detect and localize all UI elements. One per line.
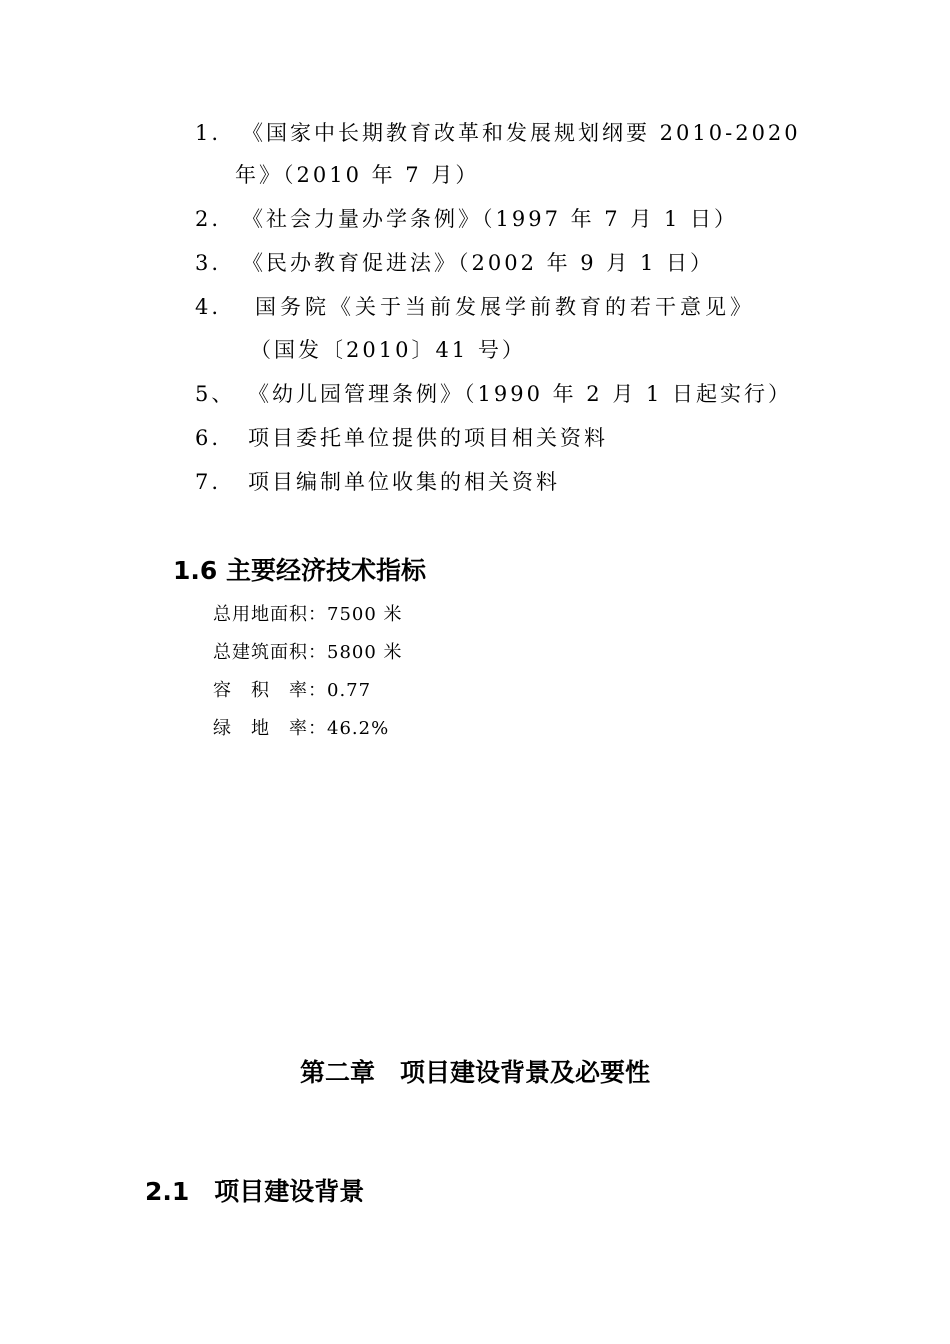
- list-item-text: 《幼儿园管理条例》（1990 年 2 月 1 日起实行）: [248, 382, 793, 406]
- list-item-text: 国务院《关于当前发展学前教育的若干意见》: [255, 295, 755, 319]
- list-item-number: 3.: [195, 251, 222, 275]
- chapter-title: 第二章 项目建设背景及必要性: [299, 1058, 650, 1087]
- indicator-green-ratio: 绿 地 率：46.2%: [213, 718, 390, 739]
- list-item-text-continued: （国发〔2010〕41 号）: [250, 338, 526, 362]
- indicator-plot-ratio: 容 积 率：0.77: [213, 680, 372, 701]
- list-item-text: 项目编制单位收集的相关资料: [248, 470, 560, 494]
- list-item-number: 7.: [195, 470, 222, 494]
- indicator-total-building-area: 总建筑面积：5800 米: [213, 642, 403, 663]
- list-item-text: 项目委托单位提供的项目相关资料: [248, 426, 608, 450]
- list-item-number: 6.: [195, 426, 222, 450]
- list-item-text: 《社会力量办学条例》（1997 年 7 月 1 日）: [242, 207, 739, 231]
- list-item-text: 《国家中长期教育改革和发展规划纲要 2010-2020: [242, 121, 801, 145]
- list-item-number: 2.: [195, 207, 222, 231]
- list-item-text: 《民办教育促进法》（2002 年 9 月 1 日）: [242, 251, 715, 275]
- list-item-number: 4.: [195, 295, 222, 319]
- list-item-number: 1.: [195, 121, 222, 145]
- section-heading-2-1: 2.1 项目建设背景: [145, 1177, 365, 1206]
- indicator-total-land-area: 总用地面积：7500 米: [213, 604, 403, 625]
- list-item-number: 5、: [195, 382, 236, 406]
- section-heading-1-6: 1.6 主要经济技术指标: [173, 556, 426, 585]
- list-item-text-continued: 年》（2010 年 7 月）: [235, 163, 480, 187]
